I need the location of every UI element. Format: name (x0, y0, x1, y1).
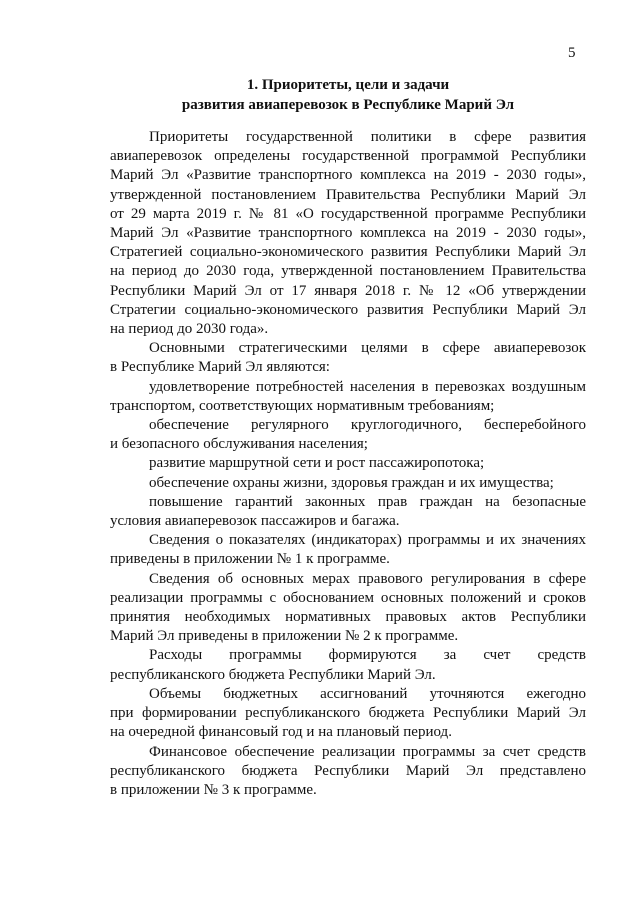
paragraph (110, 531, 586, 569)
paragraph-line: в приложении № 3 к программе. (110, 781, 317, 798)
paragraph-line: обеспечение охраны жизни, здоровья граждан и их имущества; (149, 474, 554, 491)
section-heading-line-1: 1. Приоритеты, цели и задачи (246, 77, 450, 93)
paragraph (110, 416, 586, 454)
paragraph (110, 743, 586, 801)
paragraph-line: Сведения об основных мерах правового регулирования в сфере (149, 570, 586, 587)
paragraph-line: Стратегией социально-экономического развития Республики Марий Эл (110, 244, 586, 261)
paragraph-line: удовлетворение потребностей населения в перевозках воздушным (149, 378, 586, 395)
paragraph-line: авиаперевозок определены государственной программой Республики (110, 148, 586, 165)
paragraph-line: республиканского бюджета Республики Марий Эл. (110, 666, 436, 683)
paragraph (110, 339, 586, 377)
paragraph-line: при формировании республиканского бюджета Республики Марий Эл (110, 705, 586, 722)
paragraph (110, 570, 586, 647)
paragraph (110, 454, 586, 473)
section-heading (110, 75, 586, 115)
paragraph-line: Стратегии социально-экономического развития Республики Марий Эл (110, 301, 586, 318)
section-heading-line-2: развития авиаперевозок в Республике Марий Эл (181, 97, 515, 113)
paragraph-line: Расходы программы формируются за счет средств (149, 647, 586, 664)
paragraph-line: обеспечение регулярного круглогодичного, бесперебойного (149, 417, 586, 434)
paragraph-line: Сведения о показателях (индикаторах) программы и их значениях (149, 532, 586, 549)
paragraph-line: приведены в приложении № 1 к программе. (110, 551, 390, 568)
paragraph-line: Основными стратегическими целями в сфере авиаперевозок (149, 340, 586, 357)
paragraph-line: принятия необходимых нормативных правовых актов Республики (110, 609, 586, 626)
paragraph-line: и безопасного обслуживания населения; (110, 436, 368, 453)
paragraph (110, 474, 586, 493)
paragraph-line: Республики Марий Эл от 17 января 2018 г. № 12 «Об утверждении (110, 282, 586, 299)
paragraph-line: повышение гарантий законных прав граждан на безопасные (149, 493, 586, 510)
paragraph-line: Финансовое обеспечение реализации программы за счет средств (149, 743, 586, 760)
paragraph-line: на период до 2030 года». (110, 321, 269, 338)
paragraph-line: реализации программы с обоснованием основных положений и сроков (110, 589, 586, 606)
paragraph-line: на очередной финансовый год и на плановый период. (110, 724, 452, 741)
paragraph (110, 128, 586, 339)
paragraph-line: утвержденной постановлением Правительства Республики Марий Эл (110, 186, 586, 203)
paragraph-line: Марий Эл «Развитие транспортного комплекса на 2019 - 2030 годы», (110, 167, 586, 184)
paragraph-line: на период до 2030 года, утвержденной постановлением Правительства (110, 263, 586, 280)
paragraph-line: от 29 марта 2019 г. № 81 «О государственной программе Республики (110, 205, 586, 222)
paragraph-line: в Республике Марий Эл являются: (110, 359, 330, 376)
paragraph (110, 493, 586, 531)
paragraph-line: транспортом, соответствующих нормативным требованиям; (110, 397, 495, 414)
paragraph-line: республиканского бюджета Республики Марий Эл представлено (110, 762, 586, 779)
body-text (110, 128, 586, 800)
paragraph (110, 685, 586, 743)
paragraph-line: Марий Эл «Развитие транспортного комплекса на 2019 - 2030 годы», (110, 225, 586, 242)
page-number: 5 (568, 45, 576, 61)
paragraph-line: развитие маршрутной сети и рост пассажиропотока; (149, 455, 485, 472)
paragraph-line: Марий Эл приведены в приложении № 2 к программе. (110, 628, 459, 645)
paragraph-line: условия авиаперевозок пассажиров и багажа. (110, 513, 400, 530)
paragraph (110, 378, 586, 416)
paragraph-line: Приоритеты государственной политики в сфере развития (149, 129, 586, 145)
paragraph-line: Объемы бюджетных ассигнований уточняются ежегодно (149, 685, 586, 702)
paragraph (110, 646, 586, 684)
